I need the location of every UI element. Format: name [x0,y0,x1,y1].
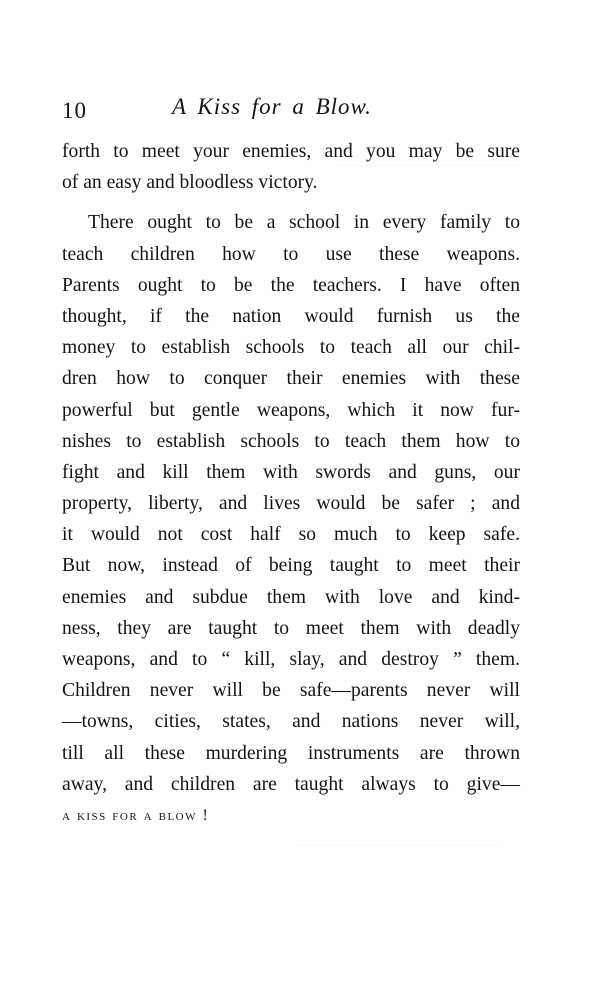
text-line: thought, if the nation would furnish us the [62,305,520,327]
show-through-mark [300,845,500,864]
body-text [62,136,520,831]
running-head [62,88,530,124]
paragraph [62,136,520,198]
text-line: it would not cost half so much to keep safe. [62,524,520,546]
text-line: teach children how to use these weapons. [62,243,520,265]
text-line: There ought to be a school in every family to [88,212,520,234]
text-line: weapons, and to “ kill, slay, and destroy ” them. [62,649,520,670]
text-line: dren how to conquer their enemies with these [62,368,520,390]
text-line: But now, instead of being taught to meet their [62,555,520,577]
text-line: money to establish schools to teach all our chil- [62,337,520,359]
text-line: enemies and subdue them with love and kind- [62,586,520,608]
running-title: A Kiss for a Blow. [172,94,372,119]
text-line: Children never will be safe—parents never will [62,680,520,702]
text-line: fight and kill them with swords and guns, our [62,461,520,483]
text-line: of an easy and bloodless victory. [62,172,318,194]
text-line: Parents ought to be the teachers. I have often [62,274,520,296]
text-line: forth to meet your enemies, and you may be sure [62,141,520,162]
page-number: 10 [62,98,87,123]
text-line: nishes to establish schools to teach them how to [62,430,520,452]
text-line: powerful but gentle weapons, which it now fur- [62,399,520,421]
text-line: —towns, cities, states, and nations never will, [62,711,520,733]
paragraph [62,207,520,831]
closing-line: a kiss for a blow ! [62,806,210,824]
text-line: till all these murdering instruments are thrown [62,742,520,764]
text-line: ness, they are taught to meet them with deadly [62,617,520,639]
text-line: property, liberty, and lives would be safer ; and [62,493,520,515]
text-line: away, and children are taught always to give— [62,773,520,795]
